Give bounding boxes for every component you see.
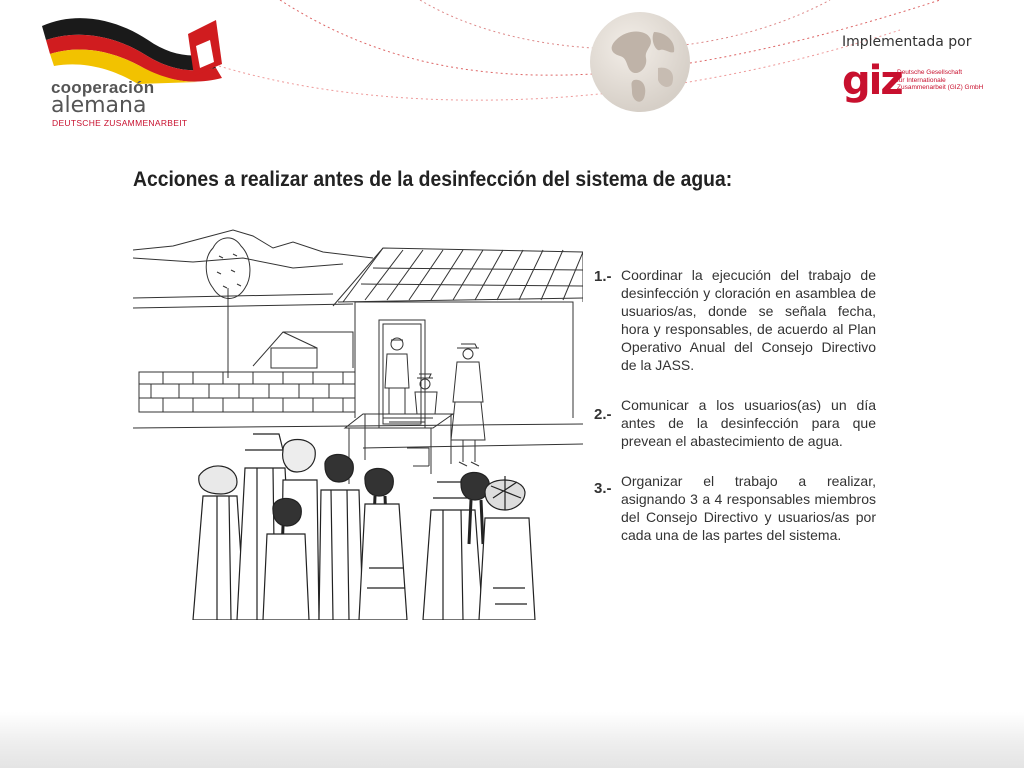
- logo-text-line1: cooperación: [51, 78, 155, 97]
- step-item: [594, 266, 876, 374]
- step-number: 1.-: [594, 268, 612, 285]
- step-item: [594, 472, 876, 544]
- giz-full-name: Deutsche Gesellschaft für Internationale Zusammenarbeit (GIZ) GmbH: [897, 69, 984, 91]
- slide-title: Acciones a realizar antes de la desinfección del sistema de agua:: [133, 168, 733, 191]
- logo-text-line2: alemana: [51, 93, 147, 118]
- giz-wordmark: giz: [842, 58, 902, 104]
- village-assembly-illustration: [133, 228, 583, 620]
- step-item: [594, 396, 876, 450]
- cooperacion-alemana-logo: [38, 14, 228, 128]
- footer-band: [0, 712, 1024, 768]
- flag-ribbon-graphic: [38, 14, 228, 84]
- step-text: Coordinar la ejecución del trabajo de desinfección y cloración en asamblea de usuarios/as, donde se señala fecha, hora y responsables, de acuerdo al Plan Operativo Anual del Consejo Directivo de la JASS.: [621, 267, 876, 373]
- step-text: Organizar el trabajo a realizar, asignando 3 a 4 responsables miembros del Consejo Directivo y usuarios/as por cada una de las partes del sistema.: [621, 473, 876, 543]
- steps-list: [594, 266, 876, 566]
- step-number: 2.-: [594, 406, 612, 423]
- step-number: 3.-: [594, 480, 612, 497]
- globe-icon: [588, 10, 692, 114]
- logo-text-line3: DEUTSCHE ZUSAMMENARBEIT: [52, 118, 188, 128]
- implemented-by-label: Implementada por: [842, 34, 972, 50]
- giz-logo: [842, 58, 1002, 106]
- step-text: Comunicar a los usuarios(as) un día antes de la desinfección para que prevean el abastecimiento de agua.: [621, 397, 876, 449]
